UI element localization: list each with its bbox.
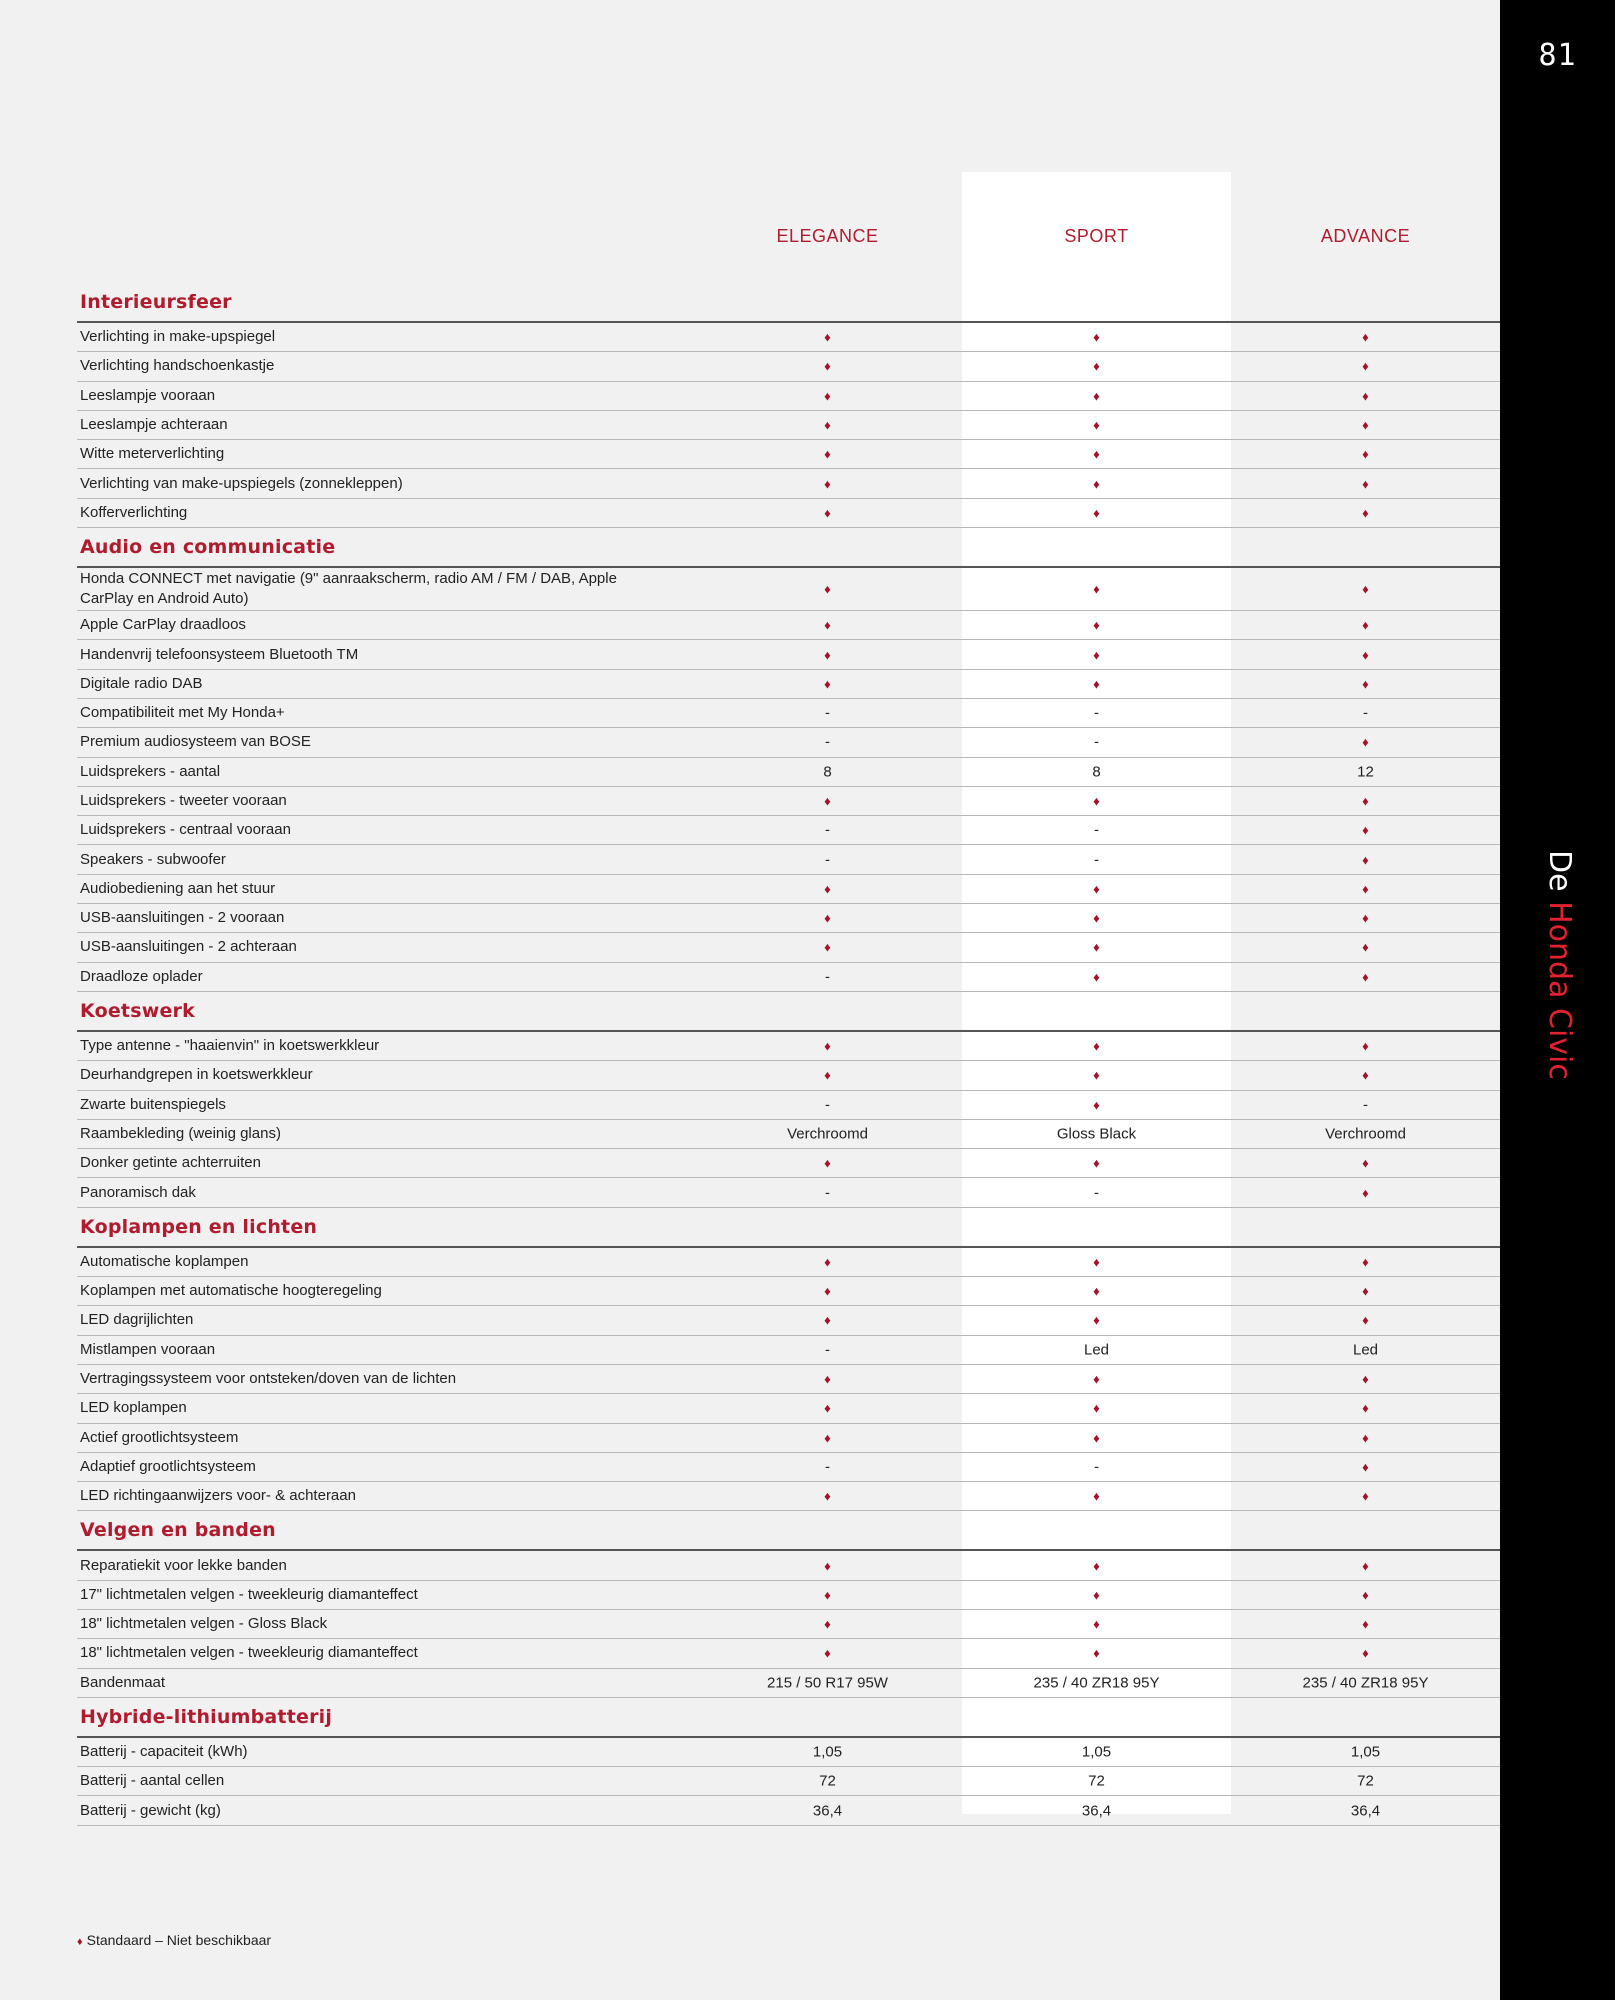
- standard-diamond-icon-advance: ♦: [1362, 1185, 1369, 1201]
- table-row: [77, 1738, 1500, 1767]
- standard-diamond-icon-elegance: ♦: [824, 1645, 831, 1661]
- value-advance: Verchroomd: [1325, 1125, 1406, 1143]
- feature-label: Verlichting van make-upspiegels (zonnekleppen): [80, 474, 403, 492]
- value-elegance: -: [825, 1341, 830, 1359]
- value-elegance: 72: [819, 1772, 836, 1790]
- feature-label: Luidsprekers - aantal: [80, 762, 221, 780]
- standard-diamond-icon-sport: ♦: [1093, 1488, 1100, 1504]
- standard-diamond-icon-advance: ♦: [1362, 1400, 1369, 1416]
- value-elegance: -: [825, 1184, 830, 1202]
- standard-diamond-icon-sport: ♦: [1093, 1038, 1100, 1054]
- feature-label: Vertragingssysteem voor ontsteken/doven van de lichten: [80, 1370, 457, 1388]
- feature-label: 18" lichtmetalen velgen - Gloss Black: [80, 1615, 328, 1633]
- table-row: [77, 1277, 1500, 1306]
- standard-diamond-icon-advance: ♦: [1362, 617, 1369, 633]
- standard-diamond-icon-elegance: ♦: [824, 446, 831, 462]
- standard-diamond-icon-advance: ♦: [1362, 446, 1369, 462]
- standard-diamond-icon-elegance: ♦: [824, 1430, 831, 1446]
- table-row: [77, 323, 1500, 352]
- standard-diamond-icon-sport: ♦: [1093, 1254, 1100, 1270]
- section-title: Interieursfeer: [80, 291, 232, 313]
- spec-table: [77, 283, 1500, 1826]
- standard-diamond-icon-advance: ♦: [1362, 329, 1369, 345]
- feature-label: Leeslampje vooraan: [80, 386, 216, 404]
- section-heading: [77, 283, 1500, 323]
- value-sport: 235 / 40 ZR18 95Y: [1033, 1674, 1160, 1692]
- standard-diamond-icon-sport: ♦: [1093, 1558, 1100, 1574]
- table-row: [77, 1248, 1500, 1277]
- table-row: [77, 1365, 1500, 1394]
- side-title-prefix: De: [1542, 850, 1577, 892]
- feature-label: Batterij - capaciteit (kWh): [80, 1743, 248, 1761]
- value-sport: -: [1094, 851, 1099, 869]
- feature-label: Reparatiekit voor lekke banden: [80, 1556, 287, 1574]
- section-title: Hybride-lithiumbatterij: [80, 1705, 333, 1728]
- standard-diamond-icon-elegance: ♦: [824, 617, 831, 633]
- standard-diamond-icon-sport: ♦: [1093, 581, 1100, 597]
- feature-label: Kofferverlichting: [80, 503, 188, 521]
- table-row: [77, 1482, 1500, 1511]
- section-heading: [77, 1208, 1500, 1248]
- standard-diamond-icon-sport: ♦: [1093, 1645, 1100, 1661]
- feature-label: LED dagrijlichten: [80, 1311, 194, 1329]
- column-header-advance: ADVANCE: [1320, 226, 1411, 246]
- standard-diamond-icon-advance: ♦: [1362, 969, 1369, 985]
- standard-diamond-icon-advance: ♦: [1362, 1155, 1369, 1171]
- standard-diamond-icon-sport: ♦: [1093, 1155, 1100, 1171]
- value-elegance: -: [825, 733, 830, 751]
- value-elegance: -: [825, 851, 830, 869]
- table-row: [77, 1639, 1500, 1668]
- standard-diamond-icon-advance: ♦: [1362, 1616, 1369, 1632]
- standard-diamond-icon-sport: ♦: [1093, 388, 1100, 404]
- section-heading: [77, 1698, 1500, 1738]
- standard-diamond-icon-sport: ♦: [1093, 969, 1100, 985]
- feature-label: 17" lichtmetalen velgen - tweekleurig diamanteffect: [80, 1585, 418, 1603]
- section-title: Audio en communicatie: [80, 536, 336, 559]
- standard-diamond-icon-sport: ♦: [1093, 1312, 1100, 1328]
- standard-diamond-icon-sport: ♦: [1093, 1067, 1100, 1083]
- value-sport: 36,4: [1081, 1802, 1112, 1820]
- standard-diamond-icon-sport: ♦: [1093, 1430, 1100, 1446]
- feature-label: Apple CarPlay draadloos: [80, 616, 246, 634]
- standard-diamond-icon-elegance: ♦: [824, 881, 831, 897]
- standard-diamond-icon-sport: ♦: [1093, 1283, 1100, 1299]
- standard-diamond-icon-elegance: ♦: [824, 1558, 831, 1574]
- standard-diamond-icon-sport: ♦: [1093, 476, 1100, 492]
- table-row: [77, 670, 1500, 699]
- standard-diamond-icon-sport: ♦: [1093, 1616, 1100, 1632]
- value-elegance: -: [825, 1096, 830, 1114]
- standard-diamond-icon-elegance: ♦: [824, 1400, 831, 1416]
- standard-diamond-icon-sport: ♦: [1093, 939, 1100, 955]
- feature-label: Zwarte buitenspiegels: [80, 1095, 226, 1113]
- feature-label: Koplampen met automatische hoogteregeling: [80, 1282, 382, 1300]
- standard-diamond-icon-advance: ♦: [1362, 505, 1369, 521]
- feature-label: 18" lichtmetalen velgen - tweekleurig diamanteffect: [80, 1644, 418, 1662]
- standard-diamond-icon-elegance: ♦: [824, 417, 831, 433]
- table-row: [77, 499, 1500, 528]
- value-sport: Led: [1083, 1341, 1110, 1359]
- feature-label: Batterij - aantal cellen: [80, 1772, 225, 1790]
- table-row: [77, 1424, 1500, 1453]
- table-row: [77, 411, 1500, 440]
- value-sport: -: [1094, 733, 1099, 751]
- standard-diamond-icon-sport: ♦: [1093, 1400, 1100, 1416]
- standard-diamond-icon-elegance: ♦: [824, 388, 831, 404]
- value-sport: -: [1094, 704, 1099, 722]
- feature-label: Premium audiosysteem van BOSE: [80, 733, 311, 751]
- table-row: [77, 1610, 1500, 1639]
- value-sport: 1,05: [1081, 1743, 1112, 1761]
- feature-label: Deurhandgrepen in koetswerkkleur: [80, 1066, 313, 1084]
- table-row: [77, 440, 1500, 469]
- value-advance: 235 / 40 ZR18 95Y: [1302, 1674, 1429, 1692]
- value-elegance: Verchroomd: [787, 1125, 868, 1143]
- standard-diamond-icon-advance: ♦: [1362, 1488, 1369, 1504]
- standard-diamond-icon-elegance: ♦: [824, 1312, 831, 1328]
- standard-diamond-icon-elegance: ♦: [824, 1371, 831, 1387]
- value-elegance: 1,05: [812, 1743, 843, 1761]
- standard-diamond-icon-elegance: ♦: [824, 1067, 831, 1083]
- standard-diamond-icon-advance: ♦: [1362, 358, 1369, 374]
- table-row: [77, 1306, 1500, 1335]
- value-sport: Gloss Black: [1056, 1125, 1137, 1143]
- standard-diamond-icon-sport: ♦: [1093, 647, 1100, 663]
- standard-diamond-icon-advance: ♦: [1362, 939, 1369, 955]
- value-elegance: -: [825, 704, 830, 722]
- feature-label: Digitale radio DAB: [80, 674, 203, 692]
- value-advance: -: [1363, 704, 1368, 722]
- standard-diamond-icon-elegance: ♦: [824, 329, 831, 345]
- standard-diamond-icon-sport: ♦: [1093, 793, 1100, 809]
- table-row: [77, 382, 1500, 411]
- table-row: [77, 1453, 1500, 1482]
- standard-diamond-icon-sport: ♦: [1093, 910, 1100, 926]
- standard-diamond-icon-elegance: ♦: [824, 1587, 831, 1603]
- table-row: [77, 816, 1500, 845]
- standard-diamond-icon-elegance: ♦: [824, 581, 831, 597]
- standard-diamond-icon-advance: ♦: [1362, 417, 1369, 433]
- value-sport: 72: [1088, 1772, 1105, 1790]
- table-row: [77, 1767, 1500, 1796]
- standard-diamond-icon-advance: ♦: [1362, 1312, 1369, 1328]
- feature-label: Actief grootlichtsysteem: [80, 1428, 239, 1446]
- value-advance: 12: [1357, 763, 1374, 781]
- standard-diamond-icon-sport: ♦: [1093, 881, 1100, 897]
- standard-diamond-icon-advance: ♦: [1362, 647, 1369, 663]
- table-row: [77, 1669, 1500, 1698]
- standard-diamond-icon-elegance: ♦: [824, 1038, 831, 1054]
- value-elegance: 215 / 50 R17 95W: [767, 1674, 888, 1692]
- feature-label: Bandenmaat: [80, 1673, 166, 1691]
- table-row: [77, 963, 1500, 992]
- table-row: [77, 1796, 1500, 1825]
- standard-diamond-icon-advance: ♦: [1362, 1371, 1369, 1387]
- value-elegance: 8: [823, 763, 832, 781]
- table-row: [77, 1581, 1500, 1610]
- feature-label: Type antenne - "haaienvin" in koetswerkkleur: [80, 1037, 380, 1055]
- legend: [77, 1932, 271, 1948]
- section-heading: [77, 528, 1500, 568]
- table-row: [77, 875, 1500, 904]
- standard-diamond-icon-advance: ♦: [1362, 1587, 1369, 1603]
- feature-label: Automatische koplampen: [80, 1252, 249, 1270]
- table-row: [77, 568, 1500, 611]
- sidebar: [1500, 0, 1615, 2000]
- feature-label: Verlichting handschoenkastje: [80, 357, 275, 375]
- standard-diamond-icon-advance: ♦: [1362, 881, 1369, 897]
- feature-label: Draadloze oplader: [80, 967, 203, 985]
- standard-diamond-icon-advance: ♦: [1362, 581, 1369, 597]
- value-sport: -: [1094, 1184, 1099, 1202]
- table-row: [77, 1061, 1500, 1090]
- feature-label: Luidsprekers - tweeter vooraan: [80, 792, 287, 809]
- feature-label: LED richtingaanwijzers voor- & achteraan: [80, 1487, 356, 1505]
- standard-diamond-icon-advance: ♦: [1362, 1558, 1369, 1574]
- standard-diamond-icon-elegance: ♦: [824, 1283, 831, 1299]
- table-row: [77, 1091, 1500, 1120]
- standard-diamond-icon-elegance: ♦: [824, 676, 831, 692]
- feature-label: Verlichting in make-upspiegel: [80, 328, 276, 346]
- standard-diamond-icon-elegance: ♦: [824, 505, 831, 521]
- standard-diamond-icon-advance: ♦: [1362, 793, 1369, 809]
- feature-label: Witte meterverlichting: [80, 445, 225, 463]
- value-sport: -: [1094, 821, 1099, 839]
- feature-label: Handenvrij telefoonsysteem Bluetooth TM: [80, 645, 359, 663]
- standard-diamond-icon-elegance: ♦: [824, 793, 831, 809]
- table-row: [77, 728, 1500, 757]
- feature-label: Luidsprekers - centraal vooraan: [80, 821, 291, 839]
- side-title-brand: Honda Civic: [1542, 901, 1577, 1080]
- standard-diamond-icon-advance: ♦: [1362, 734, 1369, 750]
- feature-label: Leeslampje achteraan: [80, 416, 228, 434]
- feature-label: Batterij - gewicht (kg): [80, 1801, 221, 1819]
- standard-diamond-icon-sport: ♦: [1093, 617, 1100, 633]
- table-row: [77, 1149, 1500, 1178]
- table-row: [77, 1336, 1500, 1365]
- value-sport: -: [1094, 1458, 1099, 1476]
- table-row: [77, 640, 1500, 669]
- standard-diamond-icon-advance: ♦: [1362, 1283, 1369, 1299]
- standard-diamond-icon-sport: ♦: [1093, 676, 1100, 692]
- standard-diamond-icon-advance: ♦: [1362, 1645, 1369, 1661]
- standard-diamond-icon-advance: ♦: [1362, 676, 1369, 692]
- standard-diamond-icon-elegance: ♦: [824, 476, 831, 492]
- value-elegance: 36,4: [812, 1802, 843, 1820]
- standard-diamond-icon-sport: ♦: [1093, 329, 1100, 345]
- standard-diamond-icon-sport: ♦: [1093, 1587, 1100, 1603]
- standard-diamond-icon-advance: ♦: [1362, 388, 1369, 404]
- standard-diamond-icon-elegance: ♦: [824, 647, 831, 663]
- standard-diamond-icon-elegance: ♦: [824, 1254, 831, 1270]
- standard-diamond-icon-elegance: ♦: [824, 1155, 831, 1171]
- value-elegance: -: [825, 1458, 830, 1476]
- section-title: Koplampen en lichten: [80, 1215, 318, 1238]
- feature-label: Donker getinte achterruiten: [80, 1154, 261, 1172]
- feature-label: Compatibiliteit met My Honda+: [80, 704, 285, 722]
- standard-diamond-icon-elegance: ♦: [824, 939, 831, 955]
- section-title: Velgen en banden: [80, 1519, 276, 1542]
- table-row: [77, 352, 1500, 381]
- feature-label: USB-aansluitingen - 2 achteraan: [80, 938, 297, 956]
- value-advance: -: [1363, 1096, 1368, 1114]
- standard-diamond-icon-advance: ♦: [1362, 1430, 1369, 1446]
- value-elegance: -: [825, 821, 830, 839]
- table-row: [77, 1394, 1500, 1423]
- feature-label: USB-aansluitingen - 2 vooraan: [80, 909, 285, 927]
- standard-diamond-icon-sport: ♦: [1093, 446, 1100, 462]
- standard-diamond-icon-advance: ♦: [1362, 476, 1369, 492]
- standard-diamond-icon-elegance: ♦: [824, 358, 831, 374]
- standard-diamond-icon-sport: ♦: [1093, 1097, 1100, 1113]
- value-advance: Led: [1352, 1341, 1379, 1359]
- table-row: [77, 845, 1500, 874]
- standard-diamond-icon-advance: ♦: [1362, 822, 1369, 838]
- table-row: [77, 1551, 1500, 1580]
- feature-label: Honda CONNECT met navigatie (9" aanraakscherm, radio AM / FM / DAB, Apple CarPlay en Android Auto): [80, 570, 617, 608]
- table-row: [77, 469, 1500, 498]
- side-title: [1542, 850, 1577, 1080]
- table-row: [77, 699, 1500, 728]
- feature-label: Panoramisch dak: [80, 1183, 196, 1201]
- standard-diamond-icon-sport: ♦: [1093, 358, 1100, 374]
- value-advance: 72: [1357, 1772, 1374, 1790]
- standard-diamond-icon-advance: ♦: [1362, 1254, 1369, 1270]
- table-row: [77, 787, 1500, 816]
- standard-diamond-icon-advance: ♦: [1362, 852, 1369, 868]
- value-elegance: -: [825, 968, 830, 986]
- column-header-elegance: ELEGANCE: [776, 226, 879, 246]
- table-row: [77, 904, 1500, 933]
- page-number: 81: [1538, 38, 1577, 73]
- table-row: [77, 611, 1500, 640]
- table-row: [77, 933, 1500, 962]
- standard-diamond-icon-elegance: ♦: [824, 1488, 831, 1504]
- section-title: Koetswerk: [80, 999, 195, 1022]
- feature-label: Audiobediening aan het stuur: [80, 879, 276, 897]
- feature-label: Speakers - subwoofer: [80, 850, 226, 868]
- standard-diamond-icon-advance: ♦: [1362, 1038, 1369, 1054]
- feature-label: Adaptief grootlichtsysteem: [80, 1457, 256, 1475]
- column-header-sport: SPORT: [1064, 226, 1129, 246]
- table-row: [77, 1120, 1500, 1149]
- legend-text: Standaard – Niet beschikbaar: [86, 1932, 272, 1948]
- table-row: [77, 758, 1500, 787]
- feature-label: LED koplampen: [80, 1399, 187, 1417]
- standard-diamond-icon-sport: ♦: [1093, 505, 1100, 521]
- standard-diamond-icon-sport: ♦: [1093, 1371, 1100, 1387]
- standard-diamond-icon-elegance: ♦: [824, 910, 831, 926]
- feature-label: Raambekleding (weinig glans): [80, 1124, 281, 1142]
- standard-diamond-icon-sport: ♦: [1093, 417, 1100, 433]
- table-row: [77, 1178, 1500, 1207]
- value-sport: 8: [1092, 763, 1101, 781]
- standard-diamond-icon-elegance: ♦: [824, 1616, 831, 1632]
- standard-diamond-icon-advance: ♦: [1362, 1067, 1369, 1083]
- standard-diamond-icon-advance: ♦: [1362, 910, 1369, 926]
- value-advance: 1,05: [1350, 1743, 1381, 1761]
- section-heading: [77, 1511, 1500, 1551]
- diamond-icon: ♦: [77, 1936, 83, 1948]
- value-advance: 36,4: [1350, 1802, 1381, 1820]
- standard-diamond-icon-advance: ♦: [1362, 1459, 1369, 1475]
- table-row: [77, 1032, 1500, 1061]
- feature-label: Mistlampen vooraan: [80, 1340, 216, 1358]
- section-heading: [77, 992, 1500, 1032]
